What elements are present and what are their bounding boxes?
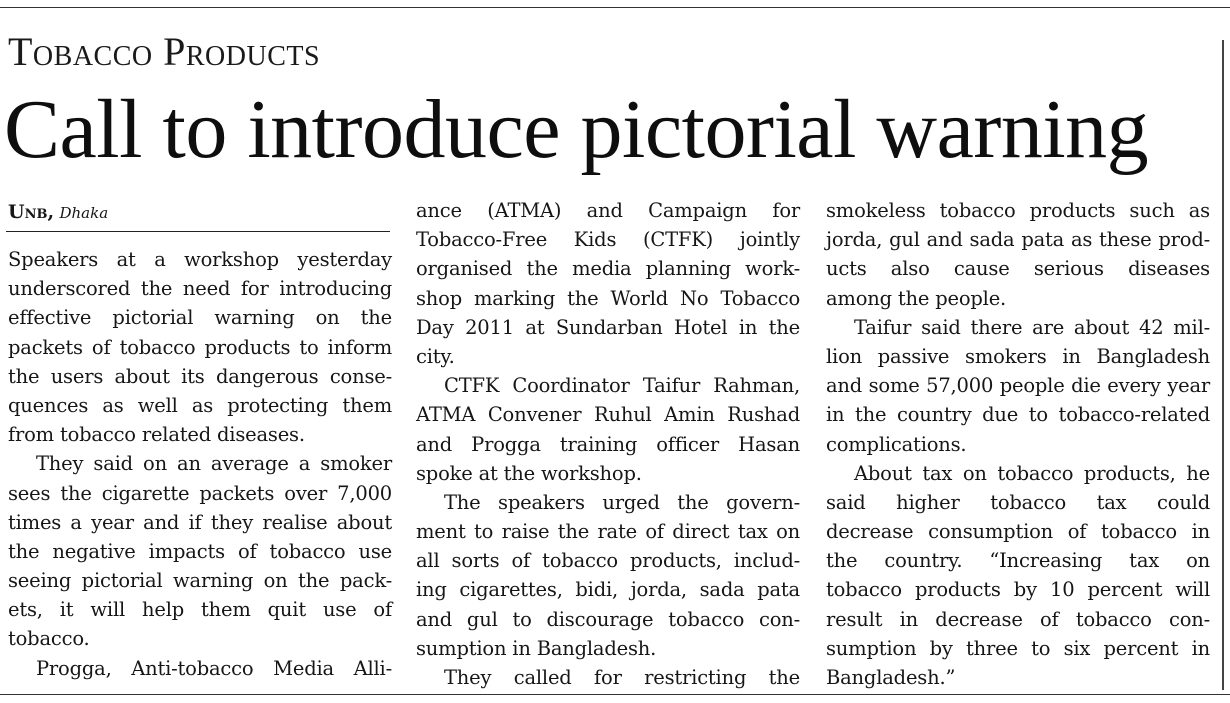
- article-column-1: [8, 245, 392, 683]
- article-text-line: spoke at the workshop.: [416, 461, 642, 485]
- article-text-line: tobacco products by 10 percent will: [826, 578, 1210, 602]
- article-text-line: packets of tobacco products to inform: [8, 335, 392, 359]
- article-text-line: effective pictorial warning on the: [8, 306, 392, 330]
- article-text-line: and Progga training officer Hasan: [416, 432, 800, 456]
- article-text-line: city.: [416, 344, 455, 368]
- article-text-line: times a year and if they realise about: [8, 510, 392, 534]
- article-text-line: They said on an average a smoker: [36, 452, 392, 476]
- article-text-line: ets, it will help them quit use of: [8, 598, 392, 622]
- article-text-line: result in decrease of tobacco con-: [826, 607, 1210, 631]
- byline-place: Dhaka: [59, 204, 109, 222]
- article-text-line: ing cigarettes, bidi, jorda, sada pata: [416, 578, 800, 602]
- article-text-line: from tobacco related diseases.: [8, 423, 305, 447]
- byline-rule: [6, 231, 390, 232]
- article-text-line: the users about its dangerous conse-: [8, 364, 392, 388]
- article-text-line: and gul to discourage tobacco con-: [416, 607, 800, 631]
- right-column-rule: [1222, 40, 1224, 690]
- article-text-line: and some 57,000 people die every year: [826, 374, 1210, 398]
- article-text-line: underscored the need for introducing: [8, 277, 392, 301]
- article-text-line: Bangladesh.”: [826, 666, 956, 689]
- article-text-line: seeing pictorial warning on the pack-: [8, 569, 392, 593]
- article-text-line: sees the cigarette packets over 7,000: [8, 481, 392, 505]
- article-text-line: ATMA Convener Ruhul Amin Rushad: [416, 403, 800, 427]
- article-text-line: in the country due to tobacco-related: [826, 403, 1210, 427]
- article-text-line: ucts also cause serious diseases: [826, 257, 1210, 281]
- article-column-2: [416, 196, 800, 692]
- article-text-line: smokeless tobacco products such as: [826, 199, 1210, 222]
- article-text-line: They called for restricting the: [444, 666, 800, 689]
- article-text-line: CTFK Coordinator Taifur Rahman,: [444, 374, 800, 398]
- article-text-line: organised the media planning work-: [416, 257, 800, 281]
- article-text-line: the negative impacts of tobacco use: [8, 539, 392, 563]
- article-text-line: said higher tobacco tax could: [826, 490, 1210, 514]
- article-text-line: shop marking the World No Tobacco: [416, 286, 800, 310]
- byline: [8, 199, 108, 226]
- top-rule: [0, 7, 1230, 8]
- article-text-line: sumption by three to six percent in: [826, 636, 1210, 660]
- byline-agency: Unb,: [8, 201, 55, 223]
- article-text-line: the country. “Increasing tax on: [826, 549, 1210, 573]
- article-text-line: tobacco.: [8, 627, 90, 651]
- article-text-line: Tobacco-Free Kids (CTFK) jointly: [416, 228, 800, 252]
- article-text-line: jorda, gul and sada pata as these prod-: [826, 228, 1210, 252]
- article-text-line: About tax on tobacco products, he: [854, 461, 1210, 485]
- article-text-line: sumption in Bangladesh.: [416, 636, 657, 660]
- article-column-3: [826, 196, 1210, 692]
- article-text-line: Day 2011 at Sundarban Hotel in the: [416, 315, 800, 339]
- section-kicker: Tobacco Products: [8, 29, 321, 74]
- article-text-line: Speakers at a workshop yesterday: [8, 248, 392, 271]
- article-text-line: quences as well as protecting them: [8, 393, 392, 417]
- article-text-line: The speakers urged the govern-: [444, 490, 800, 514]
- bottom-rule: [0, 694, 1230, 695]
- article-text-line: Progga, Anti-tobacco Media Alli-: [36, 656, 392, 680]
- article-text-line: Taifur said there are about 42 mil-: [854, 315, 1210, 339]
- article-text-line: complications.: [826, 432, 967, 456]
- article-text-line: decrease consumption of tobacco in: [826, 520, 1210, 544]
- article-text-line: among the people.: [826, 286, 1007, 310]
- article-text-line: all sorts of tobacco products, includ-: [416, 549, 800, 573]
- headline: Call to introduce pictorial warning: [4, 83, 1149, 176]
- article-text-line: lion passive smokers in Bangladesh: [826, 344, 1210, 368]
- article-text-line: ance (ATMA) and Campaign for: [416, 199, 800, 222]
- article-text-line: ment to raise the rate of direct tax on: [416, 520, 800, 544]
